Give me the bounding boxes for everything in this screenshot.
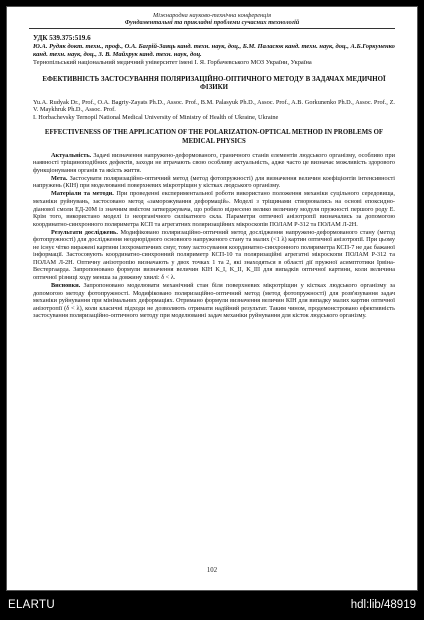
conference-subtitle: Фундаментальні та прикладні проблеми сучасних технологій <box>124 19 300 27</box>
paragraph-goal <box>33 175 395 190</box>
paragraph-text: Застосувати поляризаційно-оптичний метод (метод фотопружності) для визначення величин коефіцієнтів інтенсивності напружень (КІН) при моделюванні поверхневих мікротріщин у кістках людського організму. <box>33 174 395 190</box>
udk-code: УДК 539.375:519.6 <box>33 34 91 42</box>
article-body <box>33 34 395 320</box>
paragraph-relevance <box>33 152 395 175</box>
paragraph-text: Модифіковано поляризаційно-оптичний метод дослідження напружено-деформованого стану (метод фотопружності) для дослідження неоднорідного основного напруженого стану та малих (<1 λ) картин оптичної анізотропії. При цьому не існує чітко виражені картини ізохроматичних смуг, тому застосування координатно-синхронного поляриметра КСП-7 не дає бажаної інформації. Застосовують координатно-синхронний поляриметр КСП-10 та поляризаційні агрегатні мікроскопи ПОЛАМ Р-312 та ПОЛАМ Л-2Н. Оптичну анізотропію визначають у двох точках 1 та 2, які знаходяться в області дії пружної асимптотики Ірвіна-Вестергаарда. Запропоновано формули визначення величин КІН K_I, K_II, K_III для випадків оптичної картини, коли величина оптичної різниці ходу менша за довжину хвилі: δ < λ. <box>33 228 396 281</box>
conference-header <box>29 12 395 26</box>
paragraph-lead: Результати досліджень. <box>51 228 118 236</box>
paragraph-lead: Матеріали та методи. <box>51 190 114 198</box>
authors-en: Yu.A. Rudyak Dr., Prof., O.A. Bagriy-Zayats Ph.D., Assoc. Prof., B.M. Palasyuk Ph.D., Assoc. Prof., A.B. Gorkunenko Ph.D., Assoc. Prof., Z. V. Maykhruk Ph.D., Assoc. Prof. <box>33 98 395 114</box>
paragraph-text: Запропоновано моделювати механічний стан біля поверхневих мікротріщин у кістках людського організму за допомогою методу фотопружності. Модифіковано поляризаційно-оптичний метод (метод фотопружності) для розв'язування задач механіки руйнування при мінімальних деформаціях. Отримано формули визначення величин КІН для випадку малих картин оптичної анізотропії (δ < λ), коли класичні підходи не дозволяють отримати надійний результат. Таким чином, продемонстровано ефективність застосування поляризаційно-оптичного методу при моделюванні задач механіки руйнування для кісток людського організму. <box>33 281 395 320</box>
paragraph-lead: Мета. <box>51 174 68 182</box>
paragraph-results <box>33 229 395 282</box>
affiliation-uk: Тернопільський національний медичний університет імені І. Я. Горбачевського МОЗ України, Україна <box>33 58 312 66</box>
paragraph-lead: Висновки. <box>51 281 81 289</box>
paragraph-lead: Актуальність. <box>51 151 92 159</box>
paragraph-methods <box>33 190 395 228</box>
conference-title: Міжнародна науково-технічна конференція <box>152 12 272 19</box>
authors-uk: Ю.А. Рудяк докт. техн., проф., О.А. Багрій-Заяць канд. техн. наук, доц., Б.М. Паласюк канд. техн. наук, доц., А.Б.Горкуненко канд. техн. наук, доц., З. В. Майхрук канд. техн. наук, доц. <box>33 43 395 58</box>
header-divider <box>29 28 395 29</box>
document-page <box>6 6 418 591</box>
paragraph-text: При проведенні експериментальної роботи використано положення механіки суцільного середовища, механіки руйнувань, застосовано метод «заморожування деформацій». Моделі з тріщинами створювались на основі епоксидно-діанової смоли ЕД-20М із значним вмістом затверджувача, що робило віднесено велико величину модуля пружності першого роду E. Крім того, використано моделі із неорганічного силікатного скла. Параметри оптичної анізотропії визначались за допомогою координатно-синхронного поляриметра КСП та агрегатних поляризаційних мікроскопів ПОЛАМ Р-312 та ПОЛАМ Л-2Н. <box>33 190 395 228</box>
page-number: 102 <box>206 567 218 574</box>
handle-id: hdl:lib/48919 <box>350 599 416 611</box>
affiliation-en: I. Horbachevsky Ternopil National Medical University of Ministry of Health of Ukraine, Ukraine <box>33 113 279 121</box>
repository-name: ELARTU <box>8 599 55 611</box>
repository-footer <box>0 591 424 620</box>
title-uk: ЕФЕКТИВНІСТЬ ЗАСТОСУВАННЯ ПОЛЯРИЗАЦІЙНО-ОПТИЧНОГО МЕТОДУ В ЗАДАЧАХ МЕДИЧНОЇ ФІЗИКИ <box>42 75 386 91</box>
paragraph-conclusions <box>33 282 395 320</box>
title-en: EFFECTIVENESS OF THE APPLICATION OF THE POLARIZATION-OPTICAL METHOD IN PROBLEMS OF MEDICAL PHYSICS <box>44 129 384 145</box>
paragraph-text: Задачі визначення напружено-деформованого, граничного станів елементів людського організму, особливо при наявності тріщиноподібних дефектів, заходи не втрачають свою особливу актуальність, адже часто це визначає можливість здорового функціонування органів та якість життя. <box>33 151 395 174</box>
